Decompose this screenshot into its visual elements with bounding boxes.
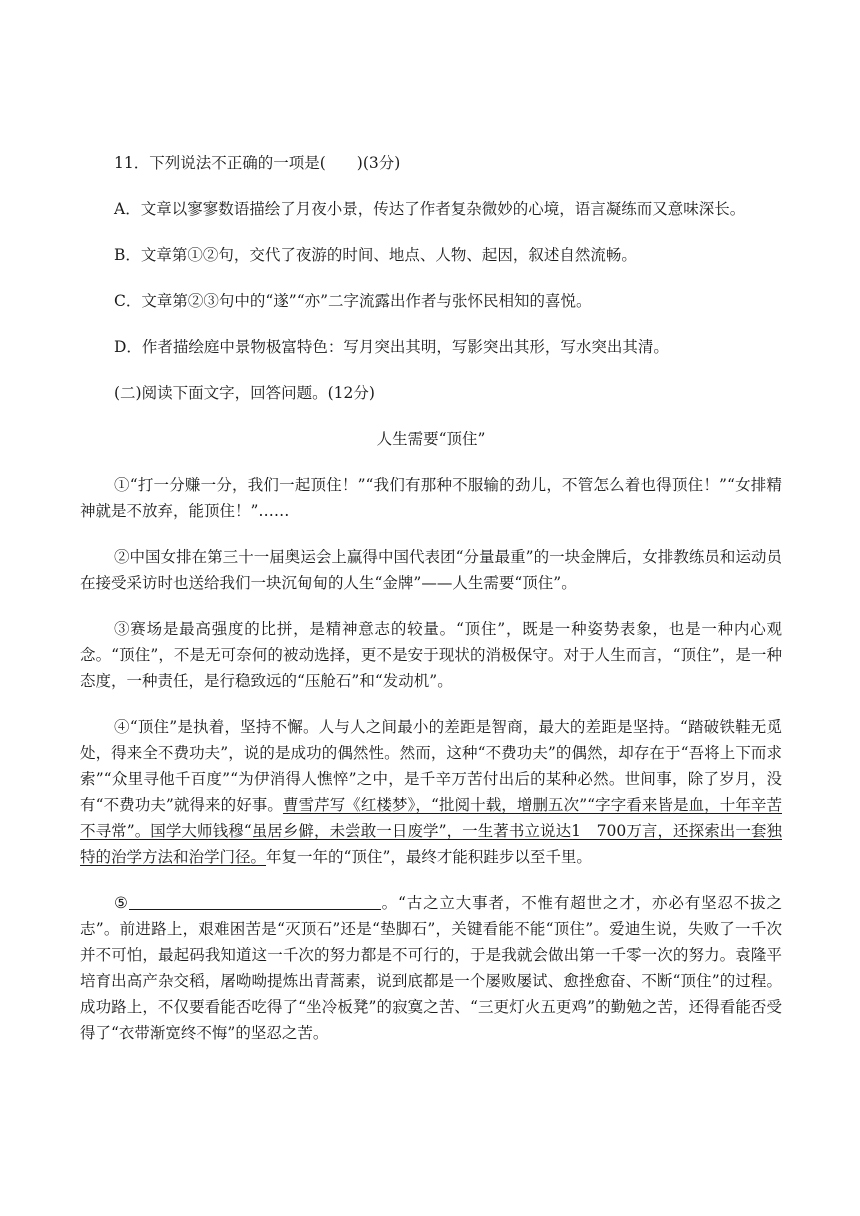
option-c: C．文章第②③句中的“遂”“亦”二字流露出作者与张怀民相知的喜悦。 xyxy=(114,292,592,310)
option-b: B．文章第①②句，交代了夜游的时间、地点、人物、起因，叙述自然流畅。 xyxy=(114,246,637,264)
question-stem: 11．下列说法不正确的一项是( )(3分) xyxy=(114,154,401,172)
option-a: A．文章以寥寥数语描绘了月夜小景，传达了作者复杂微妙的心境，语言凝练而又意味深长。 xyxy=(114,200,746,218)
option-d: D．作者描绘庭中景物极富特色：写月突出其明，写影突出其形，写水突出其清。 xyxy=(114,338,669,356)
paragraph-4-underlined: 曹雪芹写《红楼梦》，“批阅十载，增删五次”“字字看来皆是血，十年辛苦不寻常”。国学大师钱穆“虽居乡僻，未尝敢一日废学”，一生著书立说达1 700万言，还探索出一套独特的治学方法和治学门径。 xyxy=(80,796,782,866)
paragraph-4-text: ④“顶住”是执着，坚持不懈。人与人之间最小的差距是智商，最大的差距是坚持。“踏破铁鞋无觅处，得来全不费功夫”，说的是成功的偶然性。然而，这种“不费功夫”的偶然，却存在于“吾将上下而求索”“众里寻他千百度”“为伊消得人憔悴”之中，是千辛万苦付出后的某种必然。世间事，除了岁月，没有“不费功夫”就得来的好事。 xyxy=(80,718,782,814)
paragraph-5 xyxy=(80,890,782,1046)
question-11 xyxy=(80,150,782,360)
paragraph-1: ①“打一分赚一分，我们一起顶住！”“我们有那种不服输的劲儿，不管怎么着也得顶住！”“女排精神就是不放弃，能顶住！”…… xyxy=(80,476,782,520)
paragraph-3: ③赛场是最高强度的比拼，是精神意志的较量。“顶住”，既是一种姿势表象，也是一种内心观念。“顶住”，不是无可奈何的被动选择，更不是安于现状的消极保守。对于人生而言，“顶住”，是一种态度，一种责任，是行稳致远的“压舱石”和“发动机”。 xyxy=(80,620,782,690)
document-page xyxy=(80,150,782,1066)
section-heading: (二)阅读下面文字，回答问题。(12分) xyxy=(114,384,375,402)
paragraph-2: ②中国女排在第三十一届奥运会上赢得中国代表团“分量最重”的一块金牌后，女排教练员和运动员在接受采访时也送给我们一块沉甸甸的人生“金牌”——人生需要“顶住”。 xyxy=(80,548,782,592)
paragraph-5-number: ⑤ xyxy=(114,894,129,912)
paragraph-5-text: 。“古之立大事者，不惟有超世之才，亦必有坚忍不拔之志”。前进路上，艰难困苦是“灭顶石”还是“垫脚石”，关键看能不能“顶住”。爱迪生说，失败了一千次并不可怕，最起码我知道这一千次的努力都是不可行的，于是我就会做出第一千零一次的努力。袁隆平培育出高产杂交稻，屠呦呦提炼出青蒿素，说到底都是一个屡败屡试、愈挫愈奋、不断“顶住”的过程。成功路上，不仅要看能否吃得了“坐冷板凳”的寂寞之苦、“三更灯火五更鸡”的勤勉之苦，还得看能否受得了“衣带渐宽终不悔”的坚忍之苦。 xyxy=(80,894,782,1042)
paragraph-4 xyxy=(80,714,782,870)
article-title: 人生需要“顶住” xyxy=(376,430,486,448)
fill-in-blank[interactable] xyxy=(129,893,381,910)
paragraph-4-ending: 年复一年的“顶住”，最终才能积跬步以至千里。 xyxy=(266,848,592,866)
